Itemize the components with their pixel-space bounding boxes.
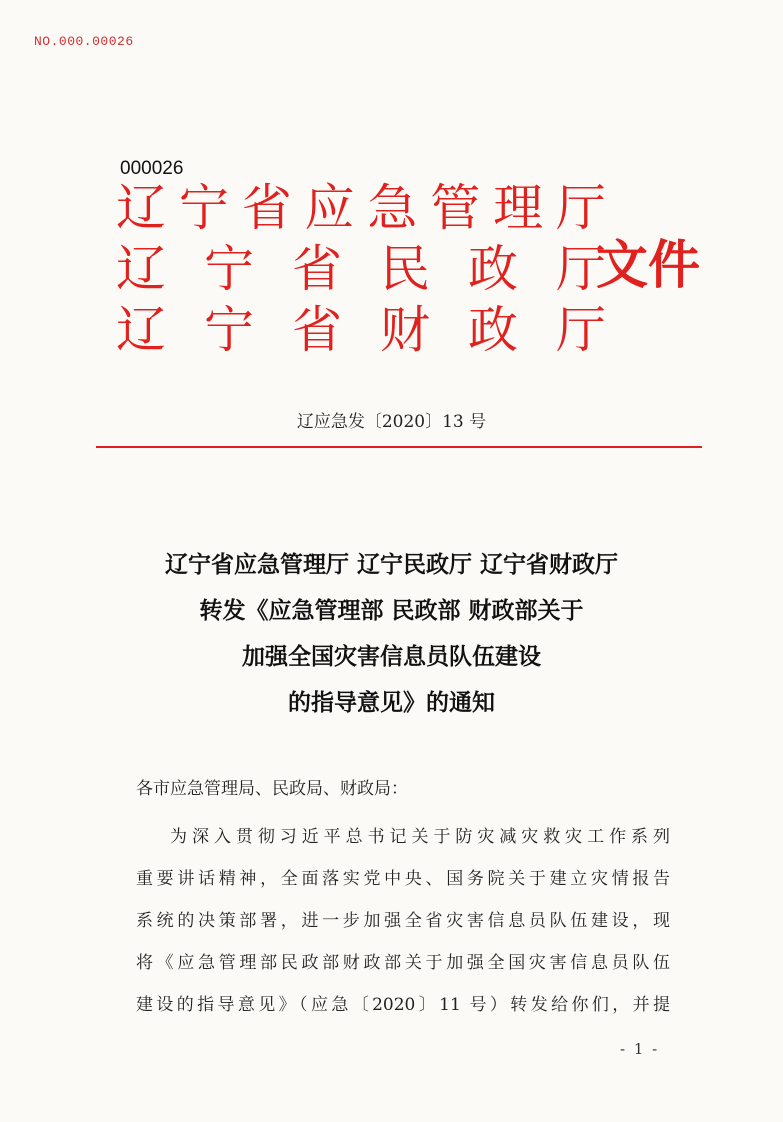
title-line: 转发《应急管理部 民政部 财政部关于 xyxy=(199,598,584,624)
issuer-char: 管 xyxy=(430,179,481,237)
title-line: 加强全国灾害信息员队伍建设 xyxy=(242,644,541,670)
issuer-char: 急 xyxy=(367,179,418,237)
issuer-char: 宁 xyxy=(178,179,229,237)
document-title xyxy=(0,542,783,726)
body-line: 重要讲话精神，全面落实党中央、国务院关于建立灾情报告 xyxy=(136,869,670,889)
issuer-char: 民 xyxy=(380,240,430,298)
issuer-char: 省 xyxy=(292,240,342,298)
issuer-char: 厅 xyxy=(556,301,606,359)
document-suffix: 文件 xyxy=(596,236,701,296)
issuer-char: 应 xyxy=(304,179,355,237)
issuer-line-finance xyxy=(116,298,606,362)
issuer-char: 辽 xyxy=(116,240,166,298)
red-divider xyxy=(96,446,702,448)
issuer-char: 政 xyxy=(468,240,518,298)
body-line: 系统的决策部署，进一步加强全省灾害信息员队伍建设，现 xyxy=(136,911,670,931)
issuer-line-emergency-dept xyxy=(116,176,606,240)
issuer-char: 省 xyxy=(292,301,342,359)
issuer-char: 政 xyxy=(468,301,518,359)
page-number: - 1 - xyxy=(620,1040,660,1058)
body-text xyxy=(136,816,670,1026)
issuer-char: 省 xyxy=(241,179,292,237)
body-line: 为深入贯彻习近平总书记关于防灾减灾救灾工作系列 xyxy=(170,827,670,847)
issuer-char: 财 xyxy=(380,301,430,359)
issuer-char: 辽 xyxy=(116,301,166,359)
issuer-char: 宁 xyxy=(204,240,254,298)
title-line: 的指导意见》的通知 xyxy=(288,690,495,716)
issuer-char: 理 xyxy=(493,179,544,237)
title-line: 辽宁省应急管理厅 辽宁民政厅 辽宁省财政厅 xyxy=(164,552,618,578)
document-number: 000026 xyxy=(120,158,184,179)
body-line: 建设的指导意见》（应急〔2020〕11 号）转发给你们，并提 xyxy=(136,995,670,1015)
issuer-char: 宁 xyxy=(204,301,254,359)
issuer-line-civil-affairs xyxy=(116,237,606,301)
issuer-char: 辽 xyxy=(116,179,166,237)
issuer-char: 厅 xyxy=(555,179,606,237)
serial-number: NO.000.00026 xyxy=(34,34,134,49)
body-line: 将《应急管理部民政部财政部关于加强全国灾害信息员队伍 xyxy=(136,953,670,973)
issuer-char: 厅 xyxy=(556,240,606,298)
issue-number: 辽应急发〔2020〕13 号 xyxy=(296,412,487,432)
salutation: 各市应急管理局、民政局、财政局： xyxy=(136,779,408,799)
